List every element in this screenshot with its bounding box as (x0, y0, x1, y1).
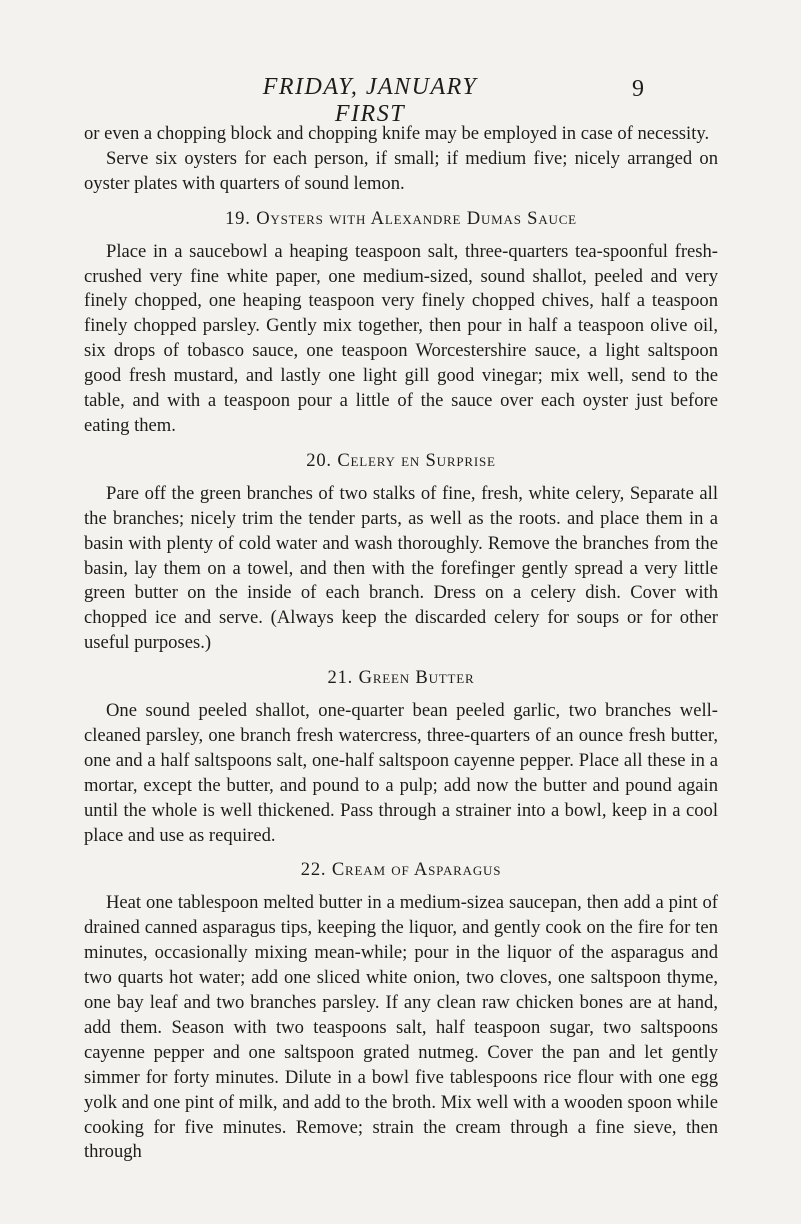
recipe-19 (84, 207, 718, 439)
intro-continuation: or even a chopping block and chopping knife may be employed in case of necessity. (84, 123, 710, 144)
recipe-title: Oysters with Alexandre Dumas Sauce (256, 207, 577, 229)
recipe-22 (84, 858, 718, 1165)
recipe-20 (84, 449, 718, 656)
recipe-heading (84, 666, 718, 691)
intro-serving: Serve six oysters for each person, if small; if medium five; nicely arranged on oyster plates with quarters of sound lemon. (84, 147, 718, 194)
recipe-number: 19. (225, 207, 251, 229)
recipe-title: Celery en Surprise (337, 449, 496, 471)
recipe-21 (84, 666, 718, 848)
recipe-number: 20. (306, 449, 332, 471)
recipe-heading (84, 449, 718, 474)
recipe-paragraph: Heat one tablespoon melted butter in a medium-sizea saucepan, then add a pint of drained canned asparagus tips, keeping the liquor, and gently cook on the fire for ten minutes, occasionally mixing mean-while; pour in the liquor of the asparagus and two quarts hot water; add one sliced white onion, two cloves, one saltspoon thyme, one bay leaf and two branches parsley. If any clean raw chicken bones are at hand, add them. Season with two teaspoons salt, half teaspoon sugar, two saltspoons cayenne pepper and one saltspoon grated nutmeg. Cover the pan and let gently simmer for forty minutes. Dilute in a bowl five tablespoons rice flour with one egg yolk and one pint of milk, and add to the broth. Mix well with a wooden spoon while cooking for five minutes. Remove; strain the cream through a fine sieve, then through (84, 892, 718, 1163)
recipe-heading (84, 207, 718, 232)
running-title: FRIDAY, JANUARY FIRST (262, 74, 478, 127)
recipe-paragraph: Pare off the green branches of two stalks of fine, fresh, white celery, Separate all the branches; nicely trim the tender parts, as well as the roots. and place them in a basin with plenty of cold water and wash thoroughly. Remove the branches from the basin, lay them on a towel, and then with the forefinger gently spread a very little green butter on the inside of each branch. Dress on a celery dish. Cover with chopped ice and serve. (Always keep the discarded celery for soups or for other useful purposes.) (84, 482, 718, 654)
recipe-title: Cream of Asparagus (331, 859, 502, 881)
page-body (84, 122, 718, 1165)
recipe-number: 21. (327, 667, 354, 689)
recipe-paragraph: One sound peeled shallot, one-quarter bean peeled garlic, two branches well-cleaned parsley, one branch fresh watercress, three-quarters of an ounce fresh butter, one and a half saltspoons salt, one-half saltspoon cayenne pepper. Place all these in a mortar, except the butter, and pound to a pulp; add now the butter and pound again until the whole is well thickened. Pass through a strainer into a bowl, keep in a cool place and use as required. (84, 700, 718, 846)
recipe-paragraph: Place in a saucebowl a heaping teaspoon salt, three-quarters tea-spoonful fresh-crushed very fine white paper, one medium-sized, sound shallot, peeled and very finely chopped, one heaping teaspoon very finely chopped chives, half a teaspoon finely chopped parsley. Gently mix together, then pour in half a teaspoon olive oil, six drops of tobasco sauce, one teaspoon Worcestershire sauce, a light saltspoon good fresh mustard, and lastly one light gill good vinegar; mix well, send to the table, and with a teaspoon pour a little of the sauce over each oyster just before eating them. (84, 240, 718, 436)
recipe-title: Green Butter (358, 667, 475, 689)
recipe-number: 22. (300, 859, 327, 881)
recipe-heading (84, 858, 718, 883)
page-number: 9 (632, 76, 644, 102)
